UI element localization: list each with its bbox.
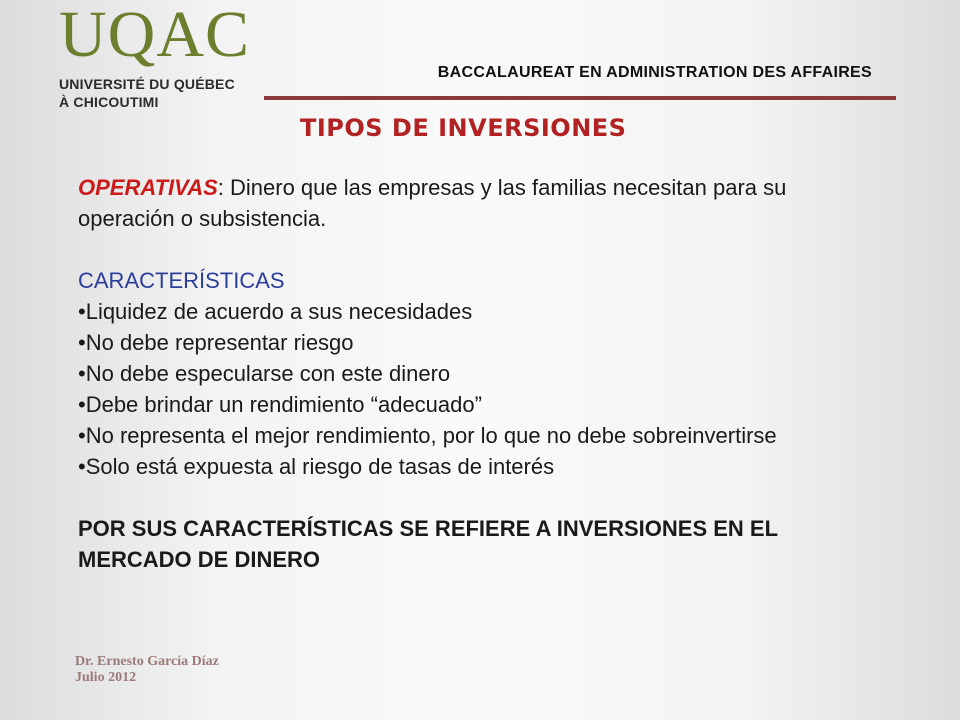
program-name: BACCALAUREAT EN ADMINISTRATION DES AFFAIRES	[437, 64, 872, 81]
spacer	[78, 482, 878, 513]
bullet-item: •Solo está expuesta al riesgo de tasas de interés	[78, 454, 555, 479]
slide-body	[78, 172, 878, 575]
header-divider	[264, 96, 896, 100]
conclusion-text: POR SUS CARACTERÍSTICAS SE REFIERE A INVERSIONES EN EL MERCADO DE DINERO	[78, 516, 778, 572]
author-name: Dr. Ernesto García Díaz	[75, 654, 219, 669]
bullet-item: •No representa el mejor rendimiento, por lo que no debe sobreinvertirse	[78, 423, 777, 448]
bullet-item: •No debe representar riesgo	[78, 330, 354, 355]
bullet-item: •Liquidez de acuerdo a sus necesidades	[78, 299, 473, 324]
footer-date: Julio 2012	[75, 670, 137, 685]
logo-campus-name: À CHICOUTIMI	[59, 94, 159, 110]
bullet-item: •No debe especularse con este dinero	[78, 361, 451, 386]
university-logo	[55, 0, 267, 114]
definition-text: : Dinero que las empresas y las familias necesitan para su operación o subsistencia.	[78, 175, 787, 231]
logo-university-name: UNIVERSITÉ DU QUÉBEC	[59, 76, 235, 92]
definition-term: OPERATIVAS	[78, 175, 218, 200]
slide-footer	[75, 654, 219, 686]
logo-wordmark: UQAC	[59, 0, 251, 71]
definition-paragraph	[78, 172, 878, 234]
spacer	[78, 234, 878, 265]
characteristics-heading: CARACTERÍSTICAS	[78, 268, 285, 293]
bullet-item: •Debe brindar un rendimiento “adecuado”	[78, 392, 482, 417]
slide-title: TIPOS DE INVERSIONES	[300, 114, 627, 142]
